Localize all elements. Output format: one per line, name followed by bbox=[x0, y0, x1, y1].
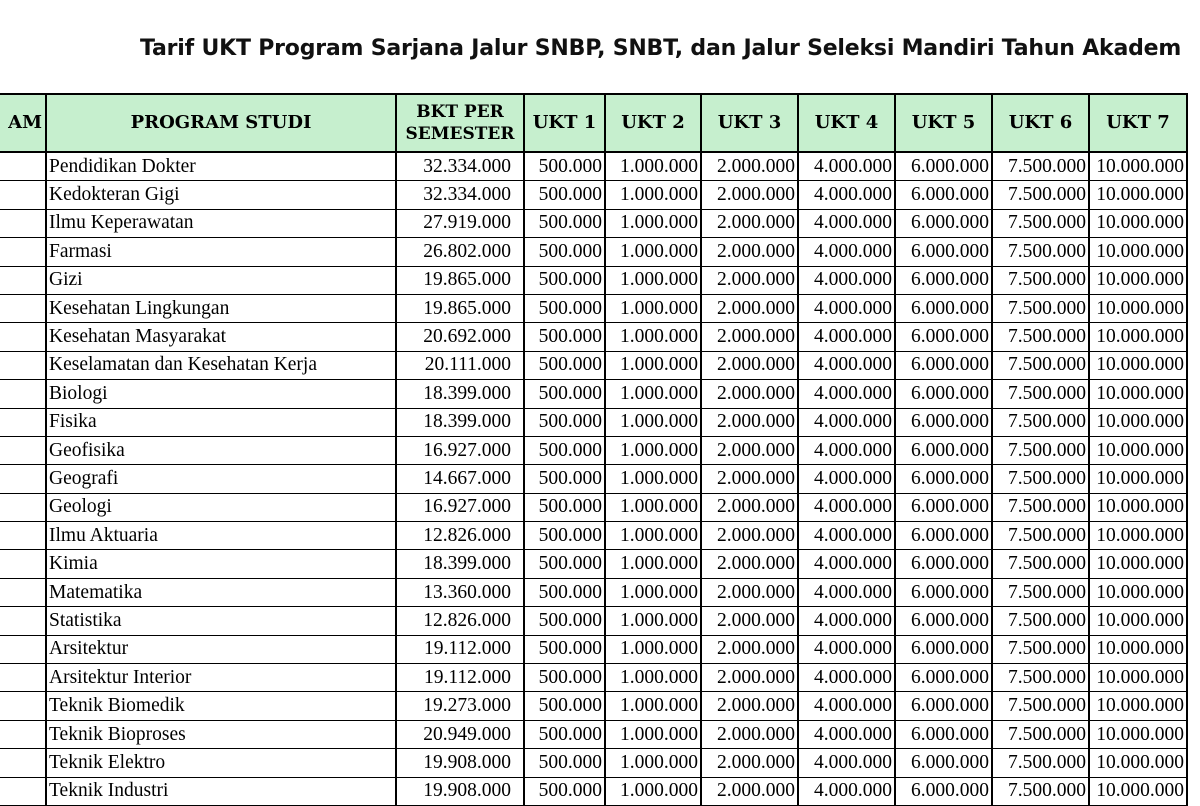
ukt-1-cell: 500.000 bbox=[524, 749, 605, 777]
ukt-4-cell: 4.000.000 bbox=[798, 692, 895, 720]
header-ukt-2: UKT 2 bbox=[605, 94, 701, 152]
ukt-2-cell: 1.000.000 bbox=[605, 436, 701, 464]
ukt-1-cell: 500.000 bbox=[524, 436, 605, 464]
program-cell bbox=[0, 664, 46, 692]
ukt-5-cell: 6.000.000 bbox=[895, 664, 992, 692]
ukt-4-cell: 4.000.000 bbox=[798, 436, 895, 464]
ukt-6-cell: 7.500.000 bbox=[992, 351, 1089, 379]
ukt-7-cell: 10.000.000 bbox=[1089, 522, 1187, 550]
program-cell bbox=[0, 380, 46, 408]
ukt-4-cell: 4.000.000 bbox=[798, 777, 895, 805]
ukt-5-cell: 6.000.000 bbox=[895, 635, 992, 663]
table-body bbox=[0, 152, 1187, 805]
program-studi-cell: Kedokteran Gigi bbox=[46, 181, 396, 209]
ukt-6-cell: 7.500.000 bbox=[992, 266, 1089, 294]
program-cell bbox=[0, 465, 46, 493]
ukt-2-cell: 1.000.000 bbox=[605, 380, 701, 408]
program-cell bbox=[0, 209, 46, 237]
header-ukt-7: UKT 7 bbox=[1089, 94, 1187, 152]
bkt-cell: 19.865.000 bbox=[396, 294, 524, 322]
ukt-3-cell: 2.000.000 bbox=[701, 380, 798, 408]
ukt-5-cell: 6.000.000 bbox=[895, 692, 992, 720]
ukt-3-cell: 2.000.000 bbox=[701, 777, 798, 805]
ukt-3-cell: 2.000.000 bbox=[701, 465, 798, 493]
ukt-4-cell: 4.000.000 bbox=[798, 550, 895, 578]
table-row bbox=[0, 664, 1187, 692]
ukt-2-cell: 1.000.000 bbox=[605, 408, 701, 436]
program-cell bbox=[0, 408, 46, 436]
program-cell bbox=[0, 692, 46, 720]
ukt-4-cell: 4.000.000 bbox=[798, 465, 895, 493]
ukt-7-cell: 10.000.000 bbox=[1089, 550, 1187, 578]
program-studi-cell: Gizi bbox=[46, 266, 396, 294]
ukt-7-cell: 10.000.000 bbox=[1089, 493, 1187, 521]
program-cell bbox=[0, 436, 46, 464]
ukt-5-cell: 6.000.000 bbox=[895, 238, 992, 266]
ukt-7-cell: 10.000.000 bbox=[1089, 181, 1187, 209]
table-row bbox=[0, 635, 1187, 663]
bkt-cell: 19.865.000 bbox=[396, 266, 524, 294]
table-row bbox=[0, 351, 1187, 379]
ukt-7-cell: 10.000.000 bbox=[1089, 692, 1187, 720]
bkt-cell: 16.927.000 bbox=[396, 493, 524, 521]
ukt-1-cell: 500.000 bbox=[524, 294, 605, 322]
ukt-5-cell: 6.000.000 bbox=[895, 266, 992, 294]
program-studi-cell: Kimia bbox=[46, 550, 396, 578]
ukt-4-cell: 4.000.000 bbox=[798, 238, 895, 266]
ukt-3-cell: 2.000.000 bbox=[701, 635, 798, 663]
ukt-2-cell: 1.000.000 bbox=[605, 181, 701, 209]
ukt-2-cell: 1.000.000 bbox=[605, 692, 701, 720]
program-cell bbox=[0, 152, 46, 181]
header-ukt-4: UKT 4 bbox=[798, 94, 895, 152]
table-row bbox=[0, 749, 1187, 777]
ukt-6-cell: 7.500.000 bbox=[992, 607, 1089, 635]
ukt-7-cell: 10.000.000 bbox=[1089, 323, 1187, 351]
ukt-6-cell: 7.500.000 bbox=[992, 238, 1089, 266]
program-studi-cell: Arsitektur Interior bbox=[46, 664, 396, 692]
ukt-5-cell: 6.000.000 bbox=[895, 465, 992, 493]
ukt-6-cell: 7.500.000 bbox=[992, 522, 1089, 550]
program-cell bbox=[0, 266, 46, 294]
table-row bbox=[0, 238, 1187, 266]
program-studi-cell: Teknik Biomedik bbox=[46, 692, 396, 720]
ukt-2-cell: 1.000.000 bbox=[605, 493, 701, 521]
ukt-3-cell: 2.000.000 bbox=[701, 720, 798, 748]
program-cell bbox=[0, 550, 46, 578]
program-studi-cell: Farmasi bbox=[46, 238, 396, 266]
ukt-5-cell: 6.000.000 bbox=[895, 408, 992, 436]
ukt-7-cell: 10.000.000 bbox=[1089, 380, 1187, 408]
ukt-7-cell: 10.000.000 bbox=[1089, 465, 1187, 493]
table-row bbox=[0, 408, 1187, 436]
bkt-cell: 19.908.000 bbox=[396, 777, 524, 805]
bkt-cell: 18.399.000 bbox=[396, 408, 524, 436]
ukt-7-cell: 10.000.000 bbox=[1089, 664, 1187, 692]
ukt-2-cell: 1.000.000 bbox=[605, 749, 701, 777]
ukt-1-cell: 500.000 bbox=[524, 380, 605, 408]
ukt-4-cell: 4.000.000 bbox=[798, 209, 895, 237]
ukt-3-cell: 2.000.000 bbox=[701, 266, 798, 294]
header-ukt-3: UKT 3 bbox=[701, 94, 798, 152]
ukt-2-cell: 1.000.000 bbox=[605, 550, 701, 578]
ukt-6-cell: 7.500.000 bbox=[992, 493, 1089, 521]
ukt-3-cell: 2.000.000 bbox=[701, 351, 798, 379]
table-row bbox=[0, 209, 1187, 237]
ukt-1-cell: 500.000 bbox=[524, 720, 605, 748]
ukt-5-cell: 6.000.000 bbox=[895, 578, 992, 606]
header-ukt-1: UKT 1 bbox=[524, 94, 605, 152]
ukt-2-cell: 1.000.000 bbox=[605, 209, 701, 237]
ukt-5-cell: 6.000.000 bbox=[895, 749, 992, 777]
bkt-cell: 20.692.000 bbox=[396, 323, 524, 351]
ukt-2-cell: 1.000.000 bbox=[605, 238, 701, 266]
ukt-1-cell: 500.000 bbox=[524, 635, 605, 663]
ukt-4-cell: 4.000.000 bbox=[798, 323, 895, 351]
program-cell bbox=[0, 607, 46, 635]
bkt-cell: 19.273.000 bbox=[396, 692, 524, 720]
table-header-row bbox=[0, 94, 1187, 152]
ukt-7-cell: 10.000.000 bbox=[1089, 152, 1187, 181]
ukt-3-cell: 2.000.000 bbox=[701, 436, 798, 464]
ukt-5-cell: 6.000.000 bbox=[895, 152, 992, 181]
header-bkt-line2: SEMESTER bbox=[405, 124, 515, 144]
program-studi-cell: Teknik Industri bbox=[46, 777, 396, 805]
ukt-6-cell: 7.500.000 bbox=[992, 777, 1089, 805]
table-row bbox=[0, 522, 1187, 550]
bkt-cell: 19.112.000 bbox=[396, 664, 524, 692]
ukt-3-cell: 2.000.000 bbox=[701, 749, 798, 777]
bkt-cell: 16.927.000 bbox=[396, 436, 524, 464]
ukt-5-cell: 6.000.000 bbox=[895, 550, 992, 578]
table-row bbox=[0, 436, 1187, 464]
bkt-cell: 27.919.000 bbox=[396, 209, 524, 237]
program-studi-cell: Kesehatan Masyarakat bbox=[46, 323, 396, 351]
program-studi-cell: Pendidikan Dokter bbox=[46, 152, 396, 181]
ukt-2-cell: 1.000.000 bbox=[605, 664, 701, 692]
ukt-1-cell: 500.000 bbox=[524, 777, 605, 805]
ukt-3-cell: 2.000.000 bbox=[701, 607, 798, 635]
ukt-5-cell: 6.000.000 bbox=[895, 351, 992, 379]
ukt-7-cell: 10.000.000 bbox=[1089, 408, 1187, 436]
ukt-5-cell: 6.000.000 bbox=[895, 323, 992, 351]
ukt-6-cell: 7.500.000 bbox=[992, 209, 1089, 237]
ukt-2-cell: 1.000.000 bbox=[605, 152, 701, 181]
ukt-6-cell: 7.500.000 bbox=[992, 152, 1089, 181]
ukt-5-cell: 6.000.000 bbox=[895, 493, 992, 521]
ukt-6-cell: 7.500.000 bbox=[992, 635, 1089, 663]
ukt-1-cell: 500.000 bbox=[524, 550, 605, 578]
ukt-4-cell: 4.000.000 bbox=[798, 266, 895, 294]
ukt-2-cell: 1.000.000 bbox=[605, 522, 701, 550]
bkt-cell: 19.908.000 bbox=[396, 749, 524, 777]
ukt-table bbox=[0, 93, 1188, 806]
ukt-6-cell: 7.500.000 bbox=[992, 664, 1089, 692]
header-bkt bbox=[396, 94, 524, 152]
program-cell bbox=[0, 294, 46, 322]
program-studi-cell: Kesehatan Lingkungan bbox=[46, 294, 396, 322]
ukt-7-cell: 10.000.000 bbox=[1089, 209, 1187, 237]
ukt-1-cell: 500.000 bbox=[524, 493, 605, 521]
ukt-6-cell: 7.500.000 bbox=[992, 465, 1089, 493]
ukt-7-cell: 10.000.000 bbox=[1089, 720, 1187, 748]
ukt-3-cell: 2.000.000 bbox=[701, 692, 798, 720]
program-cell bbox=[0, 323, 46, 351]
ukt-4-cell: 4.000.000 bbox=[798, 522, 895, 550]
program-studi-cell: Matematika bbox=[46, 578, 396, 606]
bkt-cell: 20.949.000 bbox=[396, 720, 524, 748]
ukt-3-cell: 2.000.000 bbox=[701, 522, 798, 550]
ukt-1-cell: 500.000 bbox=[524, 152, 605, 181]
program-cell bbox=[0, 720, 46, 748]
ukt-7-cell: 10.000.000 bbox=[1089, 351, 1187, 379]
ukt-2-cell: 1.000.000 bbox=[605, 578, 701, 606]
program-cell bbox=[0, 635, 46, 663]
ukt-6-cell: 7.500.000 bbox=[992, 692, 1089, 720]
program-studi-cell: Teknik Elektro bbox=[46, 749, 396, 777]
bkt-cell: 14.667.000 bbox=[396, 465, 524, 493]
ukt-1-cell: 500.000 bbox=[524, 664, 605, 692]
program-cell bbox=[0, 777, 46, 805]
program-studi-cell: Keselamatan dan Kesehatan Kerja bbox=[46, 351, 396, 379]
ukt-2-cell: 1.000.000 bbox=[605, 323, 701, 351]
ukt-5-cell: 6.000.000 bbox=[895, 294, 992, 322]
table-row bbox=[0, 294, 1187, 322]
ukt-6-cell: 7.500.000 bbox=[992, 436, 1089, 464]
ukt-1-cell: 500.000 bbox=[524, 181, 605, 209]
ukt-1-cell: 500.000 bbox=[524, 266, 605, 294]
ukt-5-cell: 6.000.000 bbox=[895, 380, 992, 408]
ukt-2-cell: 1.000.000 bbox=[605, 351, 701, 379]
ukt-7-cell: 10.000.000 bbox=[1089, 238, 1187, 266]
program-studi-cell: Teknik Bioproses bbox=[46, 720, 396, 748]
ukt-6-cell: 7.500.000 bbox=[992, 380, 1089, 408]
ukt-1-cell: 500.000 bbox=[524, 351, 605, 379]
ukt-4-cell: 4.000.000 bbox=[798, 152, 895, 181]
ukt-2-cell: 1.000.000 bbox=[605, 777, 701, 805]
ukt-4-cell: 4.000.000 bbox=[798, 351, 895, 379]
table-row bbox=[0, 323, 1187, 351]
ukt-5-cell: 6.000.000 bbox=[895, 209, 992, 237]
ukt-1-cell: 500.000 bbox=[524, 692, 605, 720]
ukt-4-cell: 4.000.000 bbox=[798, 749, 895, 777]
program-studi-cell: Statistika bbox=[46, 607, 396, 635]
program-studi-cell: Biologi bbox=[46, 380, 396, 408]
ukt-1-cell: 500.000 bbox=[524, 607, 605, 635]
bkt-cell: 26.802.000 bbox=[396, 238, 524, 266]
ukt-7-cell: 10.000.000 bbox=[1089, 266, 1187, 294]
header-ukt-5: UKT 5 bbox=[895, 94, 992, 152]
ukt-4-cell: 4.000.000 bbox=[798, 635, 895, 663]
header-bkt-line1: BKT PER bbox=[416, 102, 504, 122]
table-row bbox=[0, 578, 1187, 606]
ukt-5-cell: 6.000.000 bbox=[895, 607, 992, 635]
ukt-6-cell: 7.500.000 bbox=[992, 749, 1089, 777]
program-studi-cell: Arsitektur bbox=[46, 635, 396, 663]
program-studi-cell: Ilmu Aktuaria bbox=[46, 522, 396, 550]
ukt-6-cell: 7.500.000 bbox=[992, 550, 1089, 578]
ukt-3-cell: 2.000.000 bbox=[701, 408, 798, 436]
table-row bbox=[0, 692, 1187, 720]
program-cell bbox=[0, 578, 46, 606]
ukt-3-cell: 2.000.000 bbox=[701, 493, 798, 521]
program-cell bbox=[0, 522, 46, 550]
bkt-cell: 12.826.000 bbox=[396, 607, 524, 635]
ukt-1-cell: 500.000 bbox=[524, 522, 605, 550]
ukt-5-cell: 6.000.000 bbox=[895, 522, 992, 550]
ukt-6-cell: 7.500.000 bbox=[992, 181, 1089, 209]
bkt-cell: 32.334.000 bbox=[396, 181, 524, 209]
table-row bbox=[0, 607, 1187, 635]
ukt-2-cell: 1.000.000 bbox=[605, 607, 701, 635]
table-row bbox=[0, 152, 1187, 181]
ukt-5-cell: 6.000.000 bbox=[895, 777, 992, 805]
table-row bbox=[0, 181, 1187, 209]
ukt-7-cell: 10.000.000 bbox=[1089, 635, 1187, 663]
program-cell bbox=[0, 238, 46, 266]
ukt-7-cell: 10.000.000 bbox=[1089, 436, 1187, 464]
ukt-4-cell: 4.000.000 bbox=[798, 493, 895, 521]
bkt-cell: 12.826.000 bbox=[396, 522, 524, 550]
bkt-cell: 20.111.000 bbox=[396, 351, 524, 379]
ukt-1-cell: 500.000 bbox=[524, 578, 605, 606]
ukt-4-cell: 4.000.000 bbox=[798, 578, 895, 606]
program-studi-cell: Fisika bbox=[46, 408, 396, 436]
page-title: Tarif UKT Program Sarjana Jalur SNBP, SNBT, dan Jalur Seleksi Mandiri Tahun Akadem bbox=[140, 36, 1182, 61]
program-cell bbox=[0, 181, 46, 209]
table-row bbox=[0, 266, 1187, 294]
ukt-1-cell: 500.000 bbox=[524, 323, 605, 351]
bkt-cell: 18.399.000 bbox=[396, 550, 524, 578]
bkt-cell: 19.112.000 bbox=[396, 635, 524, 663]
ukt-7-cell: 10.000.000 bbox=[1089, 777, 1187, 805]
ukt-4-cell: 4.000.000 bbox=[798, 408, 895, 436]
ukt-3-cell: 2.000.000 bbox=[701, 323, 798, 351]
ukt-4-cell: 4.000.000 bbox=[798, 607, 895, 635]
ukt-5-cell: 6.000.000 bbox=[895, 436, 992, 464]
ukt-4-cell: 4.000.000 bbox=[798, 380, 895, 408]
bkt-cell: 18.399.000 bbox=[396, 380, 524, 408]
table-row bbox=[0, 380, 1187, 408]
ukt-3-cell: 2.000.000 bbox=[701, 550, 798, 578]
ukt-7-cell: 10.000.000 bbox=[1089, 607, 1187, 635]
ukt-6-cell: 7.500.000 bbox=[992, 408, 1089, 436]
ukt-3-cell: 2.000.000 bbox=[701, 664, 798, 692]
ukt-4-cell: 4.000.000 bbox=[798, 181, 895, 209]
ukt-3-cell: 2.000.000 bbox=[701, 181, 798, 209]
ukt-3-cell: 2.000.000 bbox=[701, 238, 798, 266]
program-studi-cell: Geografi bbox=[46, 465, 396, 493]
table-row bbox=[0, 720, 1187, 748]
ukt-1-cell: 500.000 bbox=[524, 408, 605, 436]
ukt-7-cell: 10.000.000 bbox=[1089, 749, 1187, 777]
ukt-6-cell: 7.500.000 bbox=[992, 294, 1089, 322]
ukt-7-cell: 10.000.000 bbox=[1089, 294, 1187, 322]
ukt-6-cell: 7.500.000 bbox=[992, 323, 1089, 351]
ukt-3-cell: 2.000.000 bbox=[701, 294, 798, 322]
ukt-3-cell: 2.000.000 bbox=[701, 152, 798, 181]
ukt-1-cell: 500.000 bbox=[524, 238, 605, 266]
ukt-4-cell: 4.000.000 bbox=[798, 294, 895, 322]
header-program-studi: PROGRAM STUDI bbox=[46, 94, 396, 152]
program-cell bbox=[0, 493, 46, 521]
ukt-2-cell: 1.000.000 bbox=[605, 294, 701, 322]
ukt-2-cell: 1.000.000 bbox=[605, 266, 701, 294]
ukt-1-cell: 500.000 bbox=[524, 209, 605, 237]
table-row bbox=[0, 465, 1187, 493]
ukt-5-cell: 6.000.000 bbox=[895, 720, 992, 748]
ukt-7-cell: 10.000.000 bbox=[1089, 578, 1187, 606]
header-ukt-6: UKT 6 bbox=[992, 94, 1089, 152]
bkt-cell: 32.334.000 bbox=[396, 152, 524, 181]
ukt-2-cell: 1.000.000 bbox=[605, 635, 701, 663]
ukt-3-cell: 2.000.000 bbox=[701, 209, 798, 237]
ukt-2-cell: 1.000.000 bbox=[605, 465, 701, 493]
table-row bbox=[0, 550, 1187, 578]
ukt-1-cell: 500.000 bbox=[524, 465, 605, 493]
ukt-5-cell: 6.000.000 bbox=[895, 181, 992, 209]
ukt-6-cell: 7.500.000 bbox=[992, 720, 1089, 748]
ukt-4-cell: 4.000.000 bbox=[798, 720, 895, 748]
ukt-3-cell: 2.000.000 bbox=[701, 578, 798, 606]
program-cell bbox=[0, 351, 46, 379]
ukt-6-cell: 7.500.000 bbox=[992, 578, 1089, 606]
program-studi-cell: Ilmu Keperawatan bbox=[46, 209, 396, 237]
program-studi-cell: Geologi bbox=[46, 493, 396, 521]
header-program: AM bbox=[0, 94, 46, 152]
bkt-cell: 13.360.000 bbox=[396, 578, 524, 606]
table-row bbox=[0, 777, 1187, 805]
program-cell bbox=[0, 749, 46, 777]
ukt-4-cell: 4.000.000 bbox=[798, 664, 895, 692]
ukt-2-cell: 1.000.000 bbox=[605, 720, 701, 748]
table-row bbox=[0, 493, 1187, 521]
program-studi-cell: Geofisika bbox=[46, 436, 396, 464]
